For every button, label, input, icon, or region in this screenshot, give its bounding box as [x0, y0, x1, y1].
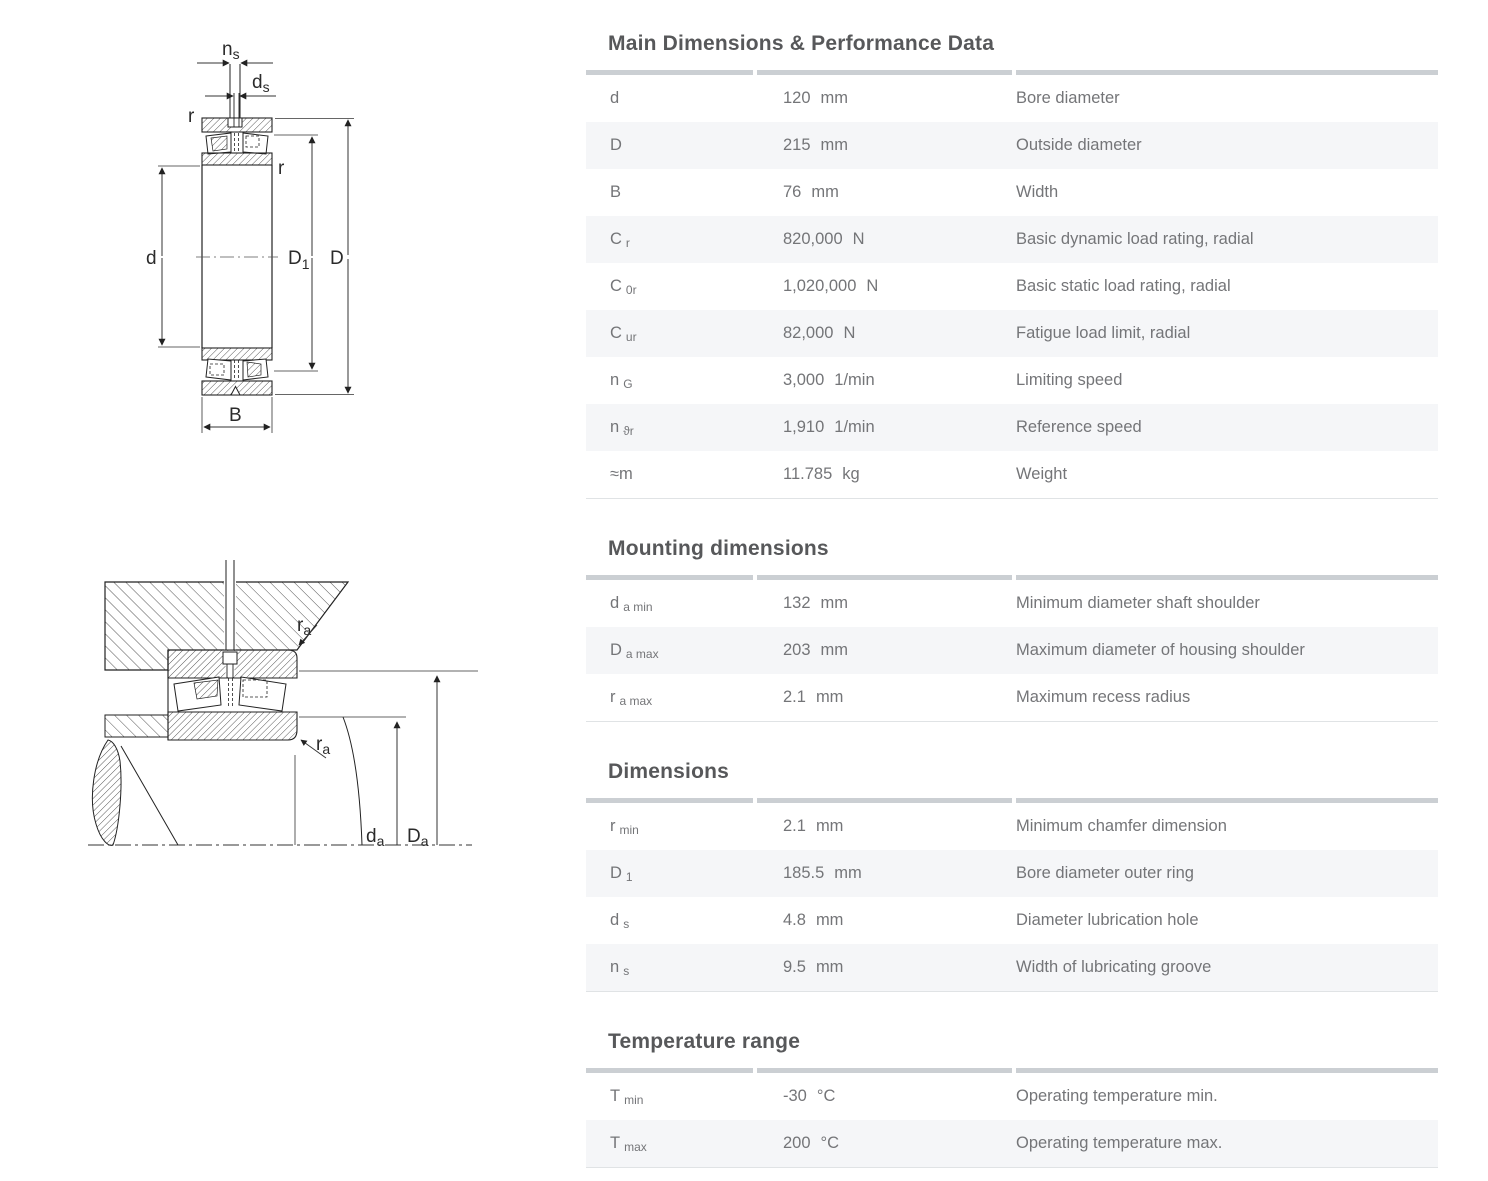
table-row: [586, 803, 1438, 850]
label-da: $d_a$: [366, 826, 385, 849]
label-ds: $d_s$: [252, 72, 270, 95]
value-cell: [753, 897, 1012, 944]
unit: mm: [815, 688, 844, 706]
symbol-cell: [586, 169, 753, 216]
value-cell: [753, 216, 1012, 263]
symbol-subscript: a min: [623, 600, 653, 614]
description-cell: Maximum diameter of housing shoulder: [1016, 641, 1305, 659]
unit: N: [866, 277, 879, 295]
value-cell: [753, 263, 1012, 310]
symbol-subscript: 0r: [625, 283, 637, 297]
unit: mm: [820, 89, 849, 107]
label-r-inner: r: [278, 158, 285, 179]
value: 1,910: [783, 418, 825, 436]
value: 3,000: [783, 371, 825, 389]
value-cell: [753, 169, 1012, 216]
symbol-cell: [586, 850, 753, 897]
unit: 1/min: [834, 371, 875, 389]
unit: °C: [820, 1134, 840, 1152]
description-cell: Maximum recess radius: [1016, 688, 1191, 706]
value-cell: [753, 944, 1012, 991]
symbol-base: n: [610, 371, 620, 389]
section-title: Dimensions: [608, 760, 730, 783]
symbol-cell: [586, 944, 753, 991]
description-cell: Weight: [1016, 465, 1068, 483]
description-cell: Basic static load rating, radial: [1016, 277, 1231, 295]
unit: °C: [816, 1087, 836, 1105]
inner-ring-mounted: [168, 712, 297, 740]
unit: mm: [820, 641, 849, 659]
inner-ring-top: [202, 153, 272, 165]
symbol-subscript: max: [624, 1140, 647, 1154]
table-row: [586, 357, 1438, 404]
value-cell: [753, 674, 1012, 721]
value: 2.1: [783, 817, 806, 835]
symbol-base: r: [610, 817, 616, 835]
symbol-base: n: [610, 418, 620, 436]
value: 82,000: [783, 324, 834, 342]
spec-section: [586, 536, 1438, 722]
symbol-subscript: a max: [625, 647, 659, 661]
spec-section: [586, 1029, 1438, 1168]
value-cell: [753, 850, 1012, 897]
description-cell: Minimum diameter shaft shoulder: [1016, 594, 1260, 612]
symbol-cell: [586, 404, 753, 451]
description-cell: Bore diameter: [1016, 89, 1120, 107]
description-cell: Bore diameter outer ring: [1016, 864, 1194, 882]
rollers-top: [206, 133, 268, 154]
value-cell: [753, 580, 1012, 627]
spec-panel: [586, 0, 1438, 1168]
symbol-subscript: r: [625, 236, 630, 250]
symbol-cell: [586, 263, 753, 310]
value: 132: [783, 594, 811, 612]
symbol-cell: [586, 1073, 753, 1120]
symbol-base: d: [610, 594, 620, 612]
symbol-base: T: [610, 1134, 621, 1152]
section-title: Temperature range: [608, 1030, 801, 1053]
value-cell: [753, 122, 1012, 169]
spec-table: [586, 70, 1438, 499]
unit: mm: [811, 183, 839, 201]
value: 76: [783, 183, 802, 201]
symbol-cell: [586, 310, 753, 357]
value: 9.5: [783, 958, 806, 976]
description-cell: Limiting speed: [1016, 371, 1123, 389]
table-row: [586, 897, 1438, 944]
label-D1: $D_1$: [288, 248, 310, 272]
symbol-cell: [586, 122, 753, 169]
table-row: [586, 850, 1438, 897]
unit: kg: [842, 465, 860, 483]
value: 200: [783, 1134, 811, 1152]
value-cell: [753, 404, 1012, 451]
label-ns: $n_s$: [222, 39, 240, 62]
description-cell: Operating temperature min.: [1016, 1087, 1218, 1105]
symbol-cell: [586, 897, 753, 944]
symbol-base: T: [610, 1087, 621, 1105]
symbol-cell: [586, 357, 753, 404]
symbol-base: ≈m: [610, 465, 633, 483]
symbol-base: C: [610, 277, 622, 295]
value: 4.8: [783, 911, 806, 929]
shaft-break-curve: [121, 746, 178, 845]
shaft-blob: [92, 740, 121, 845]
section-title: Main Dimensions & Performance Data: [608, 32, 995, 55]
dimension-lines: [295, 625, 478, 845]
symbol-cell: [586, 451, 753, 498]
description-cell: Fatigue load limit, radial: [1016, 324, 1191, 342]
symbol-subscript: min: [619, 823, 639, 837]
table-row: [586, 627, 1438, 674]
value-cell: [753, 1120, 1012, 1167]
table-row: [586, 944, 1438, 991]
unit: mm: [820, 136, 849, 154]
symbol-cell: [586, 1120, 753, 1167]
unit: mm: [815, 817, 844, 835]
symbol-base: B: [610, 183, 622, 201]
label-ra-bottom: $r_a$: [316, 734, 331, 757]
symbol-base: C: [610, 324, 622, 342]
description-cell: Basic dynamic load rating, radial: [1016, 230, 1254, 248]
description-cell: Diameter lubrication hole: [1016, 911, 1199, 929]
table-row: [586, 1073, 1438, 1120]
value-cell: [753, 357, 1012, 404]
mounting-drawing: [85, 556, 485, 856]
label-Da: $D_a$: [407, 826, 429, 849]
value-cell: [753, 451, 1012, 498]
symbol-subscript: ϑr: [623, 424, 634, 438]
symbol-cell: [586, 75, 753, 122]
description-cell: Width of lubricating groove: [1016, 958, 1212, 976]
value: 203: [783, 641, 811, 659]
section-title: Mounting dimensions: [608, 537, 829, 560]
symbol-base: D: [610, 136, 622, 154]
symbol-subscript: a max: [619, 694, 653, 708]
symbol-subscript: min: [624, 1093, 644, 1107]
spec-table: [586, 1068, 1438, 1168]
symbol-subscript: s: [623, 964, 630, 978]
value-cell: [753, 310, 1012, 357]
spec-table: [586, 575, 1438, 722]
value: -30: [783, 1087, 807, 1105]
unit: mm: [815, 958, 844, 976]
value: 120: [783, 89, 811, 107]
value-cell: [753, 1073, 1012, 1120]
label-ra-top: $r_a$: [297, 615, 312, 638]
rollers-mounted: [174, 677, 286, 711]
symbol-subscript: s: [623, 917, 630, 931]
value-cell: [753, 803, 1012, 850]
description-cell: Operating temperature max.: [1016, 1134, 1223, 1152]
table-row: [586, 1120, 1438, 1167]
table-row: [586, 263, 1438, 310]
value-cell: [753, 627, 1012, 674]
table-row: [586, 216, 1438, 263]
symbol-cell: [586, 216, 753, 263]
unit: mm: [815, 911, 844, 929]
table-row: [586, 580, 1438, 627]
unit: mm: [834, 864, 862, 882]
description-cell: Outside diameter: [1016, 136, 1142, 154]
value: 820,000: [783, 230, 843, 248]
description-cell: Reference speed: [1016, 418, 1142, 436]
symbol-cell: [586, 580, 753, 627]
table-row: [586, 674, 1438, 721]
value: 11.785: [783, 465, 833, 483]
value: 185.5: [783, 864, 825, 882]
symbol-base: D: [610, 864, 622, 882]
unit: N: [852, 230, 865, 248]
symbol-cell: [586, 627, 753, 674]
table-row: [586, 404, 1438, 451]
symbol-subscript: ur: [625, 330, 637, 344]
symbol-base: r: [610, 688, 616, 706]
table-row: [586, 75, 1438, 122]
table-row: [586, 310, 1438, 357]
symbol-base: n: [610, 958, 620, 976]
label-r-outer: r: [188, 106, 195, 127]
shaft-fillet-curve: [343, 717, 362, 845]
value: 1,020,000: [783, 277, 857, 295]
symbol-subscript: 1: [625, 870, 633, 884]
spec-section: [586, 759, 1438, 992]
lube-fitting: [223, 652, 237, 664]
symbol-subscript: G: [623, 377, 633, 391]
table-row: [586, 451, 1438, 498]
unit: N: [843, 324, 856, 342]
symbol-cell: [586, 674, 753, 721]
unit: 1/min: [834, 418, 875, 436]
symbol-base: D: [610, 641, 622, 659]
value: 215: [783, 136, 811, 154]
symbol-cell: [586, 803, 753, 850]
value-cell: [753, 75, 1012, 122]
spec-section: [586, 31, 1438, 499]
spec-table: [586, 798, 1438, 992]
unit: mm: [820, 594, 849, 612]
label-B: B: [229, 405, 242, 426]
symbol-base: C: [610, 230, 622, 248]
bearing-section-drawing: [140, 30, 365, 440]
label-d: d: [146, 248, 157, 269]
symbol-base: d: [610, 911, 620, 929]
symbol-base: d: [610, 89, 620, 107]
shaft-shoulder: [105, 715, 168, 737]
outer-ring-bottom: [202, 381, 272, 395]
table-row: [586, 169, 1438, 216]
table-row: [586, 122, 1438, 169]
description-cell: Width: [1016, 183, 1059, 201]
rollers-bottom: [206, 359, 268, 380]
description-cell: Minimum chamfer dimension: [1016, 817, 1227, 835]
label-D: D: [330, 248, 344, 269]
value: 2.1: [783, 688, 806, 706]
inner-ring-bottom: [202, 348, 272, 360]
